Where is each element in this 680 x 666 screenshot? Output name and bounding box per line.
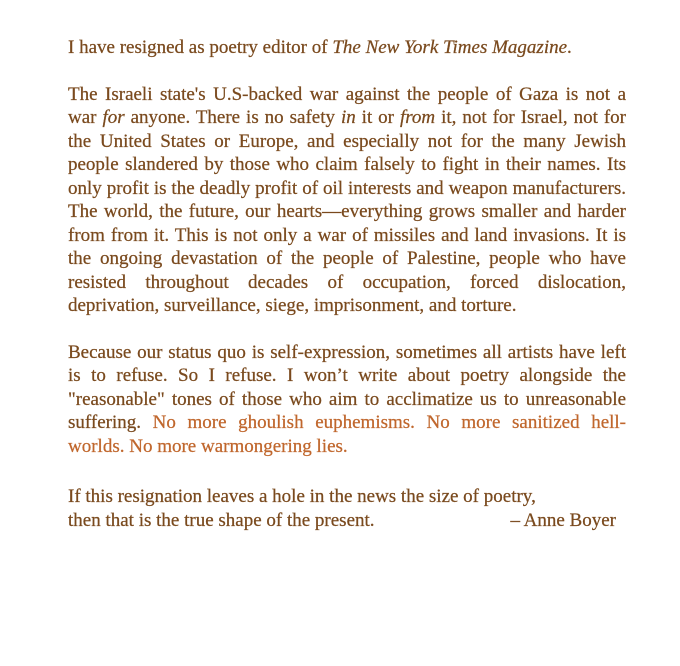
war-text-3: it or — [355, 107, 400, 128]
publication-name: The New York Times Magazine — [332, 37, 568, 58]
war-text-1: The Israeli state's U.S-backed war against the people of Gaza is not a war — [68, 83, 626, 128]
closing-line-2: then that is the true shape of the present. — [68, 509, 375, 531]
war-text-2: anyone. There is no safety — [124, 107, 341, 128]
closing-line-2-row — [68, 509, 626, 533]
paragraph-refusal — [68, 341, 626, 459]
refusal-text: Because our status quo is self-expression, sometimes all artists have left is to refuse. So I refuse. I won’t write about poetry alongside the "reasonable" tones of those who aim to acclimatize us to unreasonable suffering. — [68, 341, 626, 433]
resignation-statement — [68, 36, 626, 532]
resignation-end: . — [567, 37, 572, 58]
war-emphasis-in: in — [340, 107, 356, 128]
paragraph-closing — [68, 485, 626, 532]
paragraph-war-statement — [68, 83, 626, 318]
closing-line-1: If this resignation leaves a hole in the news the size of poetry, — [68, 486, 536, 507]
war-emphasis-from: from — [399, 107, 436, 128]
war-text-4: it, not for Israel, not for the United States or Europe, and especially not for the many Jewish people slandered by those who claim falsely to fight in their names. Its only profit is the deadly profit of oil interests and weapon manufacturers. The world, the future, our hearts—everything grows smaller and harder from from it. This is not only a war of missiles and land invasions. It is the ongoing devastation of the people of Palestine, people who have resisted throughout decades of occupation, forced dislocation, deprivation, surveillance, siege, imprisonment, and torture. — [68, 107, 626, 316]
war-emphasis-for: for — [102, 107, 125, 128]
paragraph-resignation — [68, 36, 626, 60]
resignation-lead: I have resigned as poetry editor of — [68, 37, 333, 58]
author-signature: – Anne Boyer — [510, 509, 616, 531]
refusal-emphasis: No more ghoulish euphemisms. No more sanitized hell-worlds. No more warmongering lies. — [68, 412, 627, 457]
